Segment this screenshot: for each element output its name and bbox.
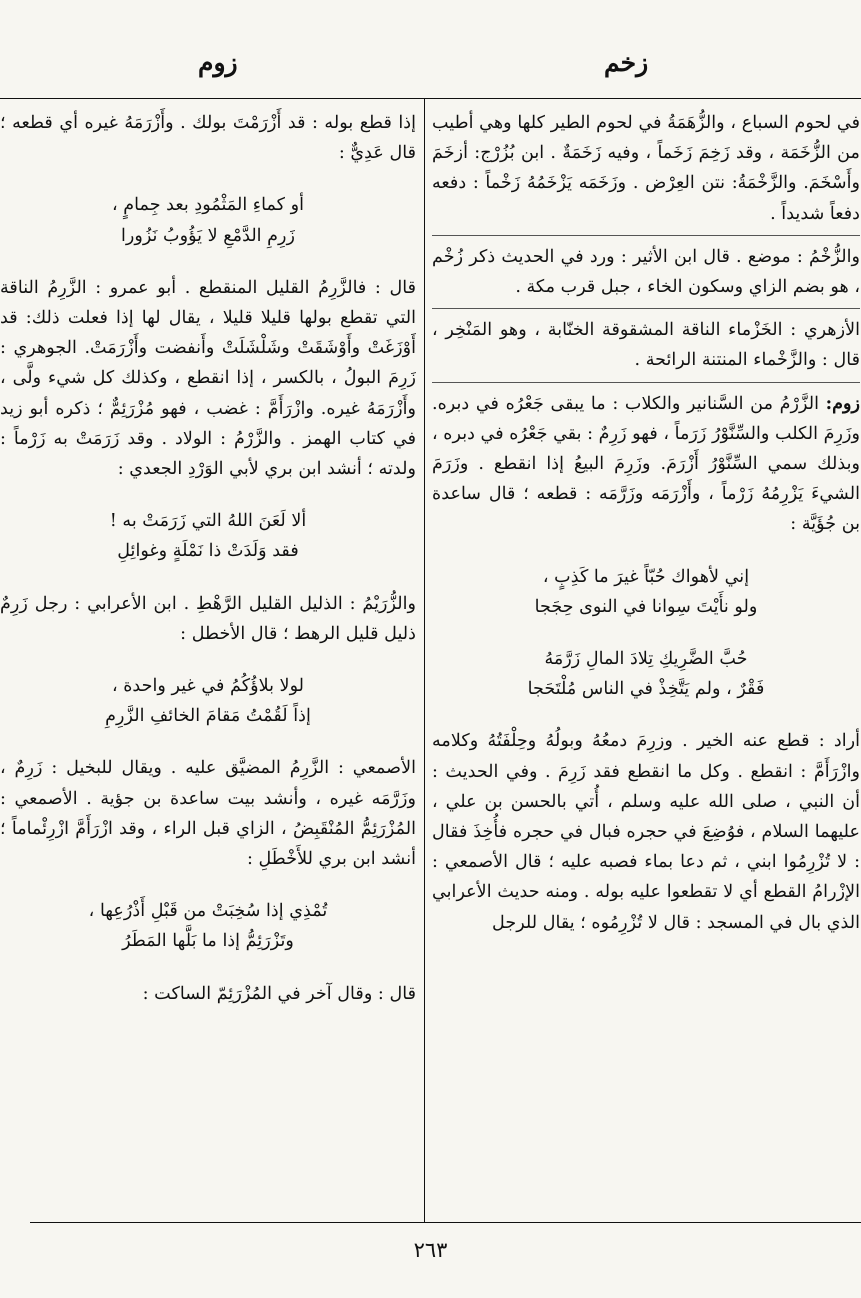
right-column (432, 108, 860, 938)
verse-line: تُمْذِي إذا سُخِبَتْ من قَبْلِ أَذْرُعِها ، (88, 901, 328, 922)
spacer (0, 649, 416, 671)
headword: زوم: (825, 392, 861, 414)
verse-line: حُبَّ الضَّرِيكِ تِلادَ المالِ زَرَّمَهُ (544, 649, 748, 670)
verse-line: ولو نأَيْتَ سِوانا في النوى حِجَجا (534, 596, 758, 617)
verse-line: لولا بلاؤُكُمُ في غير واحدة ، (111, 676, 305, 697)
entry-paragraph: أراد : قطع عنه الخير . وزرِمَ دمعُهُ وبولُهُ وحِلْفَتُهُ وكلامه وازْرَأَمَّ : انقطع . وكل ما انقطع فقد زَرِمَ . وفي الحديث : أن النبي ، صلى الله عليه وسلم ، أُتي بالحسن بن علي ، عليهما السلام ، فوُضِعَ في حجره فبال في حجره فأُخِذَ فقال : لا تُزْرِمُوا ابني ، ثم دعا بماء فصبه عليه ؛ قال الأصمعي : الإزْرامُ القطع أي لا تقطعوا عليه بوله . ومنه حديث الأعرابي الذي بال في المسجد : قال لا تُزْرِمُوه ؛ يقال للرجل (432, 731, 860, 933)
entry-paragraph: والزُّخْمُ : موضع . قال ابن الأثير : ورد في الحديث ذكر زُخْم ، هو بضم الزاي وسكون الخاء ، جبل قرب مكة . (432, 246, 860, 298)
entry-paragraph: قال : وقال آخر في المُزْرَئِمّ الساكت : (142, 983, 416, 1004)
running-head-right: زخم (604, 48, 649, 77)
verse-line: ألا لَعَنَ اللهُ التي زَرَمَتْ به ! (109, 511, 307, 532)
column-divider (424, 98, 425, 1222)
running-head-left: زوم (198, 48, 238, 77)
page-number: ٢٦٣ (413, 1238, 448, 1262)
verse-line: وتَزْرَئِمُّ إذا ما بَلَّها المَطَرُ (122, 931, 294, 952)
spacer (0, 168, 416, 190)
spacer (432, 622, 860, 644)
entry-text: الزَّرْمُ من السَّنانير والكلاب : ما يبقى جَعْرُه في دبره. وزَرِمَ الكلب والسِّنَّوْرُ زَرَماً ، فهو زَرِمٌ : بقي جَعْرُه في دبره ، وبذلك سمي السِّنَّوْرُ أَزْرَمَ. وزَرِمَ البيعُ إذا انقطع . وزَرَمَ الشيءَ يَزْرِمُهُ زَرْماً ، وأَزْرَمَه وزَرَّمَه : قطعه ؛ قال ساعدة بن جُؤَيَّة : (432, 393, 860, 535)
verse-line: فَقْرٌ ، ولم يَتَّخِذْ في الناس مُلْتَحَجا (527, 679, 765, 700)
footer-rule (30, 1222, 861, 1223)
entry-paragraph: الأزهري : الخَزْماء الناقة المشقوقة الخنّابة ، وهو المَنْخِر ، قال : والزَّخْماء المنتنة الرائحة . (432, 320, 860, 371)
verse-line: زَرِمِ الدَّمْعِ لا يَؤُوبُ نَزُورا (120, 225, 296, 246)
entry-paragraph: قال : فالزَّرِمُ القليل المنقطع . أبو عمرو : الزَّرِمُ الناقة التي تقطع بولها قليلا قليلا ، يقال لها إذا فعلت ذلك: قد أَوْزَغَتْ وأَوْشَقَتْ وشَلْشَلَتْ وأَنفضت وأَزْرَمَتْ. الجوهري : زَرِمَ البولُ ، بالكسر ، إذا انقطع ، وكذلك كل شيء ولَّى ، وأَزْرَمَهُ غيره. وازْرَأَمَّ : غضب ، فهو مُزْرَئِمٌّ ؛ ذكره أبو زيد في كتاب الهمز . والزَّرْمُ : الولاد . وقد زَرَمَتْ به زَرْماً : ولدته ؛ أنشد ابن بري لأبي الوَرْدِ الجعدي : (0, 277, 416, 480)
entry-paragraph: إذا قطع بوله : قد أَزْرَمْتَ بولك . وأَزْرَمَهُ غيره أي قطعه ؛ قال عَدِيٌّ : (0, 113, 416, 164)
spacer (0, 957, 416, 979)
verse-line: أو كماءِ المَثْمُودِ بعد جِمامٍ ، (112, 195, 304, 216)
entry-paragraph: في لحوم السباع ، والزُّهَمَةُ في لحوم الطير كلها وهي أطيب من الزُّخَمَة ، وقد زَخِمَ زَخَماً ، وفيه زَخَمَةٌ . ابن بُزُرْج: أزخَمَ وأَسْخَمَ. والزَّخْمَةُ: نتن العِرْض . وزَخَمَه يَزْخَمُهُ زَخْماً : دفعه دفعاً شديداً . (432, 113, 860, 224)
spacer (0, 251, 416, 273)
verse-line: فقد وَلَدَتْ ذا نَمْلَةٍ وغوائِلِ (117, 541, 299, 562)
spacer (0, 874, 416, 896)
verse-line: إذاً لَقُمْتُ مَقامَ الخائفِ الزَّرِمِ (105, 706, 311, 727)
section-divider (432, 382, 860, 383)
entry-paragraph: والزُّرَيْمُ : الذليل القليل الرَّهْطِ . ابن الأعرابي : رجل زَرِمٌ ذليل قليل الرهط ؛ قال الأخطل : (0, 593, 416, 644)
spacer (0, 484, 416, 506)
section-divider (432, 235, 860, 236)
section-divider (432, 308, 860, 309)
spacer (0, 567, 416, 589)
entry-paragraph (432, 389, 860, 540)
spacer (0, 731, 416, 753)
left-column (0, 108, 416, 1009)
spacer (432, 540, 860, 562)
header-rule (0, 98, 861, 99)
spacer (432, 704, 860, 726)
entry-paragraph: الأصمعي : الزَّرِمُ المضيَّق عليه . ويقال للبخيل : زَرِمٌ ، وزَرَّمَه غيره ، وأنشد بيت ساعدة بن جؤية . الأصمعي : المُزْرَئِمُّ المُنْقَبِضُ ، الزاي قبل الراء ، وقد ازْرَأَمَّ ازْرِئْماماً ؛ أنشد ابن بري للأَخْطَلِ : (0, 758, 416, 870)
verse-line: إني لأهواك حُبّاً غيرَ ما كَذِبٍ ، (542, 566, 750, 587)
